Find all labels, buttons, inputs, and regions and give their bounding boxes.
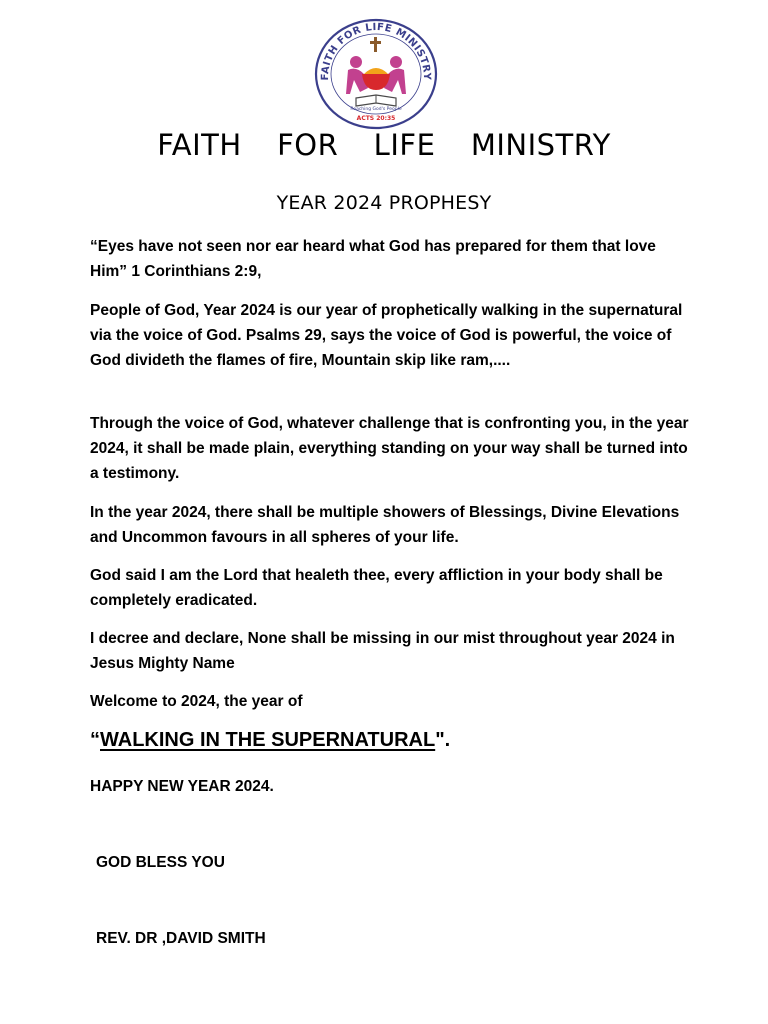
banner-open-quote: “	[90, 729, 100, 751]
scripture-paragraph: “Eyes have not seen nor ear heard what God has prepared for them that love Him” 1 Corinthians 2:9,	[90, 238, 656, 280]
logo-scripture: ACTS 20:35	[356, 115, 396, 122]
paragraph-healing: God said I am the Lord that healeth thee, every affliction in your body shall be completely eradicated.	[90, 567, 663, 609]
paragraph-decree: I decree and declare, None shall be missing in our mist throughout year 2024 in Jesus Mighty Name	[90, 630, 675, 672]
banner-phrase: WALKING IN THE SUPERNATURAL	[100, 729, 436, 751]
page-title: FAITH FOR LIFE MINISTRY	[157, 128, 611, 162]
paragraph-blessings: In the year 2024, there shall be multiple showers of Blessings, Divine Elevations and Uncommon favours in all spheres of your life.	[90, 504, 680, 546]
paragraph-welcome: Welcome to 2024, the year of	[90, 693, 303, 710]
logo-ring-text: FAITH FOR LIFE MINISTRY	[319, 21, 433, 81]
paragraph-year-theme: People of God, Year 2024 is our year of prophetically walking in the supernatural via the voice of God. Psalms 29, says the voice of God is powerful, the voice of God divideth the flames of fire, Mountain skip like ram,....	[90, 302, 683, 369]
book-icon	[356, 95, 396, 106]
ministry-logo	[312, 18, 440, 130]
banner-close: ".	[435, 729, 451, 751]
theme-banner	[90, 729, 710, 752]
paragraph-voice-of-god: Through the voice of God, whatever challenge that is confronting you, in the year 2024, it shall be made plain, everything standing on your way shall be turned into a testimony.	[90, 415, 689, 482]
signature: REV. DR ,DAVID SMITH	[96, 930, 266, 947]
closing-blessing: GOD BLESS YOU	[96, 854, 225, 871]
closing-greeting: HAPPY NEW YEAR 2024.	[90, 778, 274, 795]
cross-icon	[370, 37, 381, 52]
page-subtitle: YEAR 2024 PROPHESY	[276, 192, 492, 214]
logo-motto: Reaching God's People	[350, 107, 402, 112]
